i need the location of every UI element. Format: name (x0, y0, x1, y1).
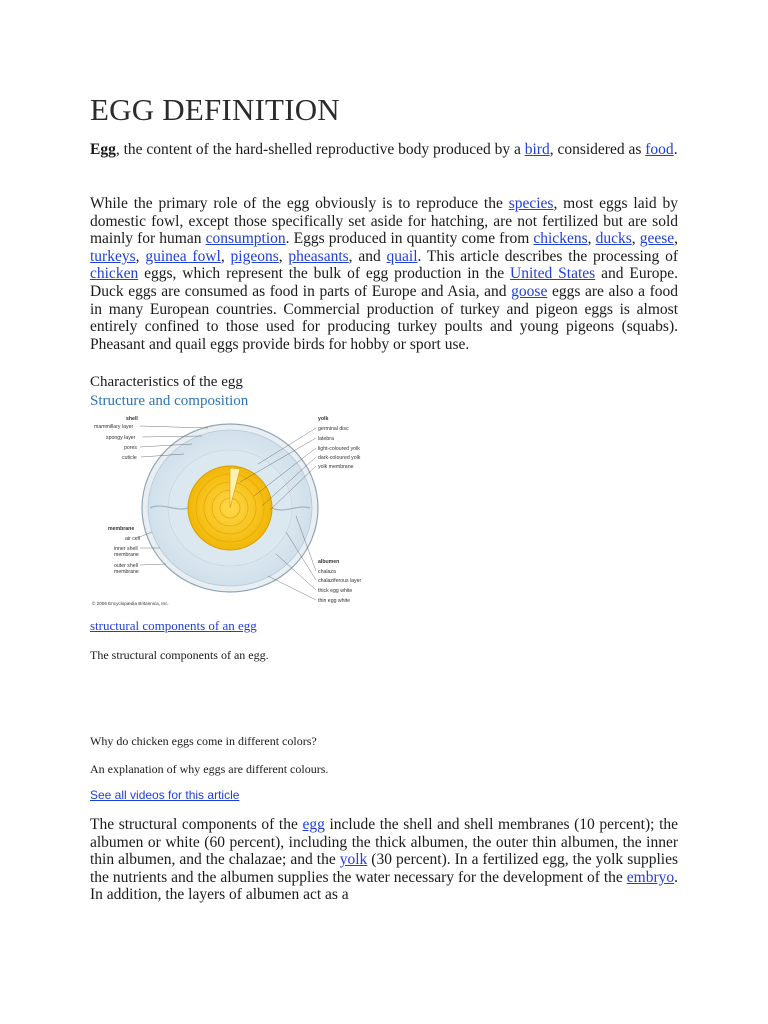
text: The structural components of the (90, 816, 303, 833)
label-chalaziferous-layer: chalaziferous layer (318, 578, 362, 584)
figure-caption: The structural components of an egg. (90, 648, 269, 662)
text: (30 percent). In a fertilized egg, the yolk supplies the nutrients and the albumen supplies the water necessary for the development of the (90, 851, 678, 886)
page-title: EGG DEFINITION (90, 92, 340, 127)
link-turkeys[interactable]: turkeys (90, 247, 136, 265)
label-germinal-disc: germinal disc (318, 426, 349, 432)
label-shell: shell (126, 416, 138, 422)
link-ducks[interactable]: ducks (595, 230, 632, 248)
label-latebra: latebra (318, 436, 334, 442)
text: , (587, 230, 596, 248)
link-united-states[interactable]: United States (510, 265, 596, 283)
label-yolk: yolk (318, 416, 329, 422)
link-goose[interactable]: goose (511, 282, 548, 300)
label-inner-shell-membrane: membrane (114, 552, 139, 558)
label-pores: pores (124, 445, 137, 451)
label-yolk-membrane: yolk membrane (318, 464, 354, 470)
text: , (674, 230, 679, 248)
link-food[interactable]: food (645, 141, 674, 158)
link-pigeons[interactable]: pigeons (230, 247, 279, 265)
label-air-cell: air cell (125, 536, 140, 542)
text: , and (348, 247, 387, 265)
link-pheasants[interactable]: pheasants (288, 247, 349, 265)
text: eggs, which represent the bulk of egg production in the (138, 265, 511, 283)
egg-diagram (90, 412, 390, 610)
link-yolk[interactable]: yolk (339, 851, 368, 869)
text: and Europe. Duck eggs are consumed as food in parts of Europe and Asia, and (90, 265, 678, 300)
figure-copyright: © 2006 Encyclopædia Britannica, Inc. (92, 601, 169, 606)
intro-paragraph (90, 141, 678, 159)
video-description: An explanation of why eggs are different colours. (90, 762, 329, 776)
link-guinea-fowl[interactable]: guinea fowl (145, 247, 221, 265)
link-chicken[interactable]: chicken (90, 265, 139, 283)
heading-characteristics: Characteristics of the egg (90, 374, 243, 390)
text: , (220, 247, 231, 265)
label-membrane: membrane (108, 526, 135, 532)
label-albumen: albumen (318, 559, 340, 565)
video-question: Why do chicken eggs come in different colors? (90, 734, 317, 748)
text: , considered as (549, 141, 646, 158)
label-thin-egg-white: thin egg white (318, 598, 351, 604)
link-consumption[interactable]: consumption (205, 230, 286, 248)
text: . Eggs produced in quantity come from (285, 230, 534, 248)
text: , the content of the hard-shelled reproductive body produced by a (115, 141, 525, 158)
figure-caption-link[interactable]: structural components of an egg (90, 618, 257, 633)
label-spongy-layer: spongy layer (106, 435, 136, 441)
link-egg[interactable]: egg (302, 816, 325, 833)
link-bird[interactable]: bird (524, 141, 550, 158)
label-chalaza: chalaza (318, 569, 336, 575)
figure-caption-link-wrap (90, 619, 257, 633)
see-all-videos-wrap (90, 788, 239, 802)
label-inner-shell: inner shell (114, 546, 138, 552)
text: include the shell and shell membranes (10 percent); the albumen or white (60 percent), including the thick albumen, the outer thin albumen, the inner thin albumen, and the chalazae; and the (90, 816, 678, 869)
label-outer-shell-membrane: membrane (114, 569, 139, 575)
link-quail[interactable]: quail (386, 247, 418, 265)
text: , most eggs laid by domestic fowl, except those specifically set aside for hatching, are not fertilized but are sold mainly for human (90, 195, 678, 248)
label-light-yolk: light-coloured yolk (318, 446, 360, 452)
paragraph-structural-components (90, 816, 678, 904)
text: , (278, 247, 289, 265)
link-chickens[interactable]: chickens (533, 230, 588, 248)
see-all-videos-link[interactable]: See all videos for this article (90, 788, 240, 802)
link-embryo[interactable]: embryo (626, 868, 675, 886)
text: , (631, 230, 640, 248)
paragraph-primary-role (90, 195, 678, 353)
text: While the primary role of the egg obviously is to reproduce the (90, 195, 509, 212)
link-species[interactable]: species (508, 195, 554, 212)
label-thick-egg-white: thick egg white (318, 588, 353, 594)
text: . This article describes the processing of (417, 247, 678, 265)
term-egg: Egg (90, 141, 116, 158)
text: , (135, 247, 146, 265)
heading-structure-composition: Structure and composition (90, 393, 249, 409)
text: eggs are also a food in many European countries. Commercial production of turkey and pigeon eggs is almost entirely confined to those used for producing turkey poults and young pigeons (squabs). Pheasant and quail eggs provide birds for hobby or sport use. (90, 282, 679, 353)
text: . In addition, the layers of albumen act as a (90, 868, 678, 904)
text: . (673, 141, 678, 158)
label-dark-yolk: dark-coloured yolk (318, 455, 361, 461)
link-geese[interactable]: geese (639, 230, 675, 248)
label-mammillary-layer: mammillary layer (94, 424, 134, 430)
label-outer-shell: outer shell (114, 563, 138, 569)
label-cuticle: cuticle (122, 455, 137, 461)
